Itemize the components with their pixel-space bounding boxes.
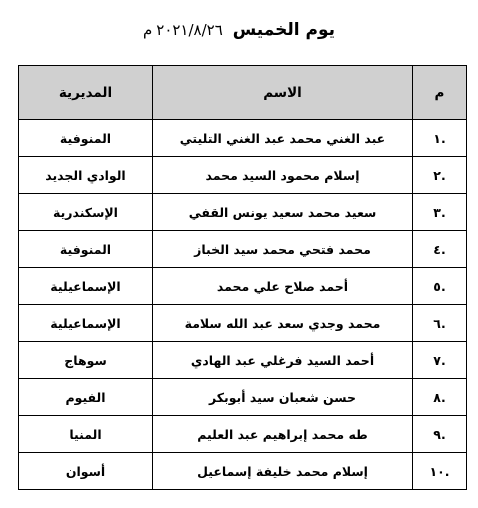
row-name: حسن شعبان سيد أبوبكر (153, 379, 413, 416)
row-number: .٧ (413, 342, 467, 379)
row-name: أحمد السيد فرغلي عبد الهادي (153, 342, 413, 379)
row-governorate: الوادي الجديد (19, 157, 153, 194)
column-header-name: الاسم (153, 66, 413, 120)
row-governorate: سوهاج (19, 342, 153, 379)
row-governorate: المنوفية (19, 231, 153, 268)
row-governorate: المنيا (19, 416, 153, 453)
table-header (19, 66, 467, 120)
row-number: .٣ (413, 194, 467, 231)
page-title (0, 18, 478, 42)
table-row (19, 453, 467, 490)
table-row (19, 157, 467, 194)
row-governorate: الإسماعيلية (19, 305, 153, 342)
row-number: .٤ (413, 231, 467, 268)
row-governorate: المنوفية (19, 120, 153, 157)
row-number: .٨ (413, 379, 467, 416)
row-governorate: الفيوم (19, 379, 153, 416)
table-body (19, 120, 467, 490)
row-name: أحمد صلاح علي محمد (153, 268, 413, 305)
row-number: .٩ (413, 416, 467, 453)
header-row (19, 66, 467, 120)
row-name: عبد الغني محمد عبد الغني التليتي (153, 120, 413, 157)
roster-table (18, 65, 467, 490)
row-name: طه محمد إبراهيم عبد العليم (153, 416, 413, 453)
table-row (19, 231, 467, 268)
row-number: .٥ (413, 268, 467, 305)
row-governorate: الإسكندرية (19, 194, 153, 231)
column-header-number: م (413, 66, 467, 120)
row-governorate: أسوان (19, 453, 153, 490)
table-row (19, 305, 467, 342)
row-name: محمد فتحي محمد سيد الخباز (153, 231, 413, 268)
table-row (19, 379, 467, 416)
table-row (19, 416, 467, 453)
row-number: .١٠ (413, 453, 467, 490)
row-name: إسلام محمد خليفة إسماعيل (153, 453, 413, 490)
row-number: .١ (413, 120, 467, 157)
title-date-suffix: م (142, 21, 153, 39)
table-row (19, 194, 467, 231)
row-number: .٦ (413, 305, 467, 342)
title-day: يوم الخميس (232, 20, 336, 40)
column-header-governorate: المديرية (19, 66, 153, 120)
title-date: ٢٠٢١/٨/٢٦ (156, 21, 223, 39)
row-governorate: الإسماعيلية (19, 268, 153, 305)
table-row (19, 120, 467, 157)
row-name: إسلام محمود السيد محمد (153, 157, 413, 194)
row-name: سعيد محمد سعيد يونس القفي (153, 194, 413, 231)
table-row (19, 268, 467, 305)
table-row (19, 342, 467, 379)
row-name: محمد وجدي سعد عبد الله سلامة (153, 305, 413, 342)
row-number: .٢ (413, 157, 467, 194)
